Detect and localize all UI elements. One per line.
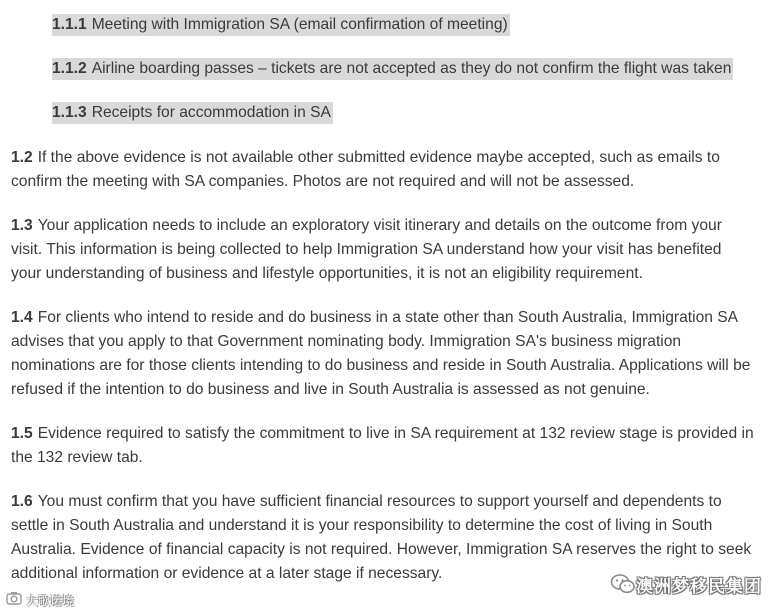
subitem-text: Receipts for accommodation in SA — [91, 104, 331, 121]
paragraph-1-5 — [11, 422, 756, 470]
paragraph-1-6 — [11, 490, 756, 586]
paragraph-text: Evidence required to satisfy the commitment to live in SA requirement at 132 review stage is provided in the 132 review tab. — [11, 425, 754, 466]
camera-icon — [6, 589, 22, 613]
paragraph-1-2 — [11, 146, 756, 194]
paragraph-number: 1.5 — [11, 425, 33, 442]
paragraph-1-4 — [11, 306, 756, 402]
paragraph-text: For clients who intend to reside and do business in a state other than South Australia, Immigration SA advises that you apply to that Government nominating body. Immigration SA's business migration nominations are for those clients intending to do business and reside in South Australia. Applications will be refused if the intention to do business and live in South Australia is assessed as not genuine. — [11, 309, 751, 398]
paragraph-text: Your application needs to include an exploratory visit itinerary and details on the outcome from your visit. This information is being collected to help Immigration SA understand how your visit has benefited your understanding of business and lifestyle opportunities, it is not an eligibility requirement. — [11, 217, 722, 282]
watermark-left-text: 大歌诺境 — [26, 594, 75, 608]
watermark-right-text: 澳洲梦移民集团 — [636, 577, 762, 597]
wechat-icon — [610, 573, 636, 602]
paragraph-1-3 — [11, 214, 756, 286]
paragraph-text: You must confirm that you have sufficient financial resources to support yourself and dependents to settle in South Australia and understand it is your responsibility to determine the cost of living in South Australia. Evidence of financial capacity is not required. However, Immigration SA reserves the right to seek additional information or evidence at a later stage if necessary. — [11, 493, 752, 582]
paragraph-text: If the above evidence is not available other submitted evidence maybe accepted, such as emails to confirm the meeting with SA companies. Photos are not required and will not be assessed. — [11, 149, 720, 190]
subitem-1-1-1 — [52, 14, 510, 36]
subitem-number: 1.1.3 — [52, 104, 87, 121]
subitem-1-1-2 — [52, 58, 733, 80]
paragraph-number: 1.2 — [11, 149, 33, 166]
subitem-text: Meeting with Immigration SA (email confirmation of meeting) — [91, 16, 508, 33]
paragraph-number: 1.6 — [11, 493, 33, 510]
subitem-text: Airline boarding passes – tickets are not accepted as they do not confirm the flight was taken — [91, 60, 732, 77]
watermark-right — [610, 575, 762, 599]
subitem-number: 1.1.1 — [52, 16, 87, 33]
paragraph-number: 1.3 — [11, 217, 33, 234]
watermark-left — [6, 592, 74, 610]
paragraph-number: 1.4 — [11, 309, 33, 326]
subitem-1-1-3 — [52, 102, 333, 124]
subitem-number: 1.1.2 — [52, 60, 87, 77]
